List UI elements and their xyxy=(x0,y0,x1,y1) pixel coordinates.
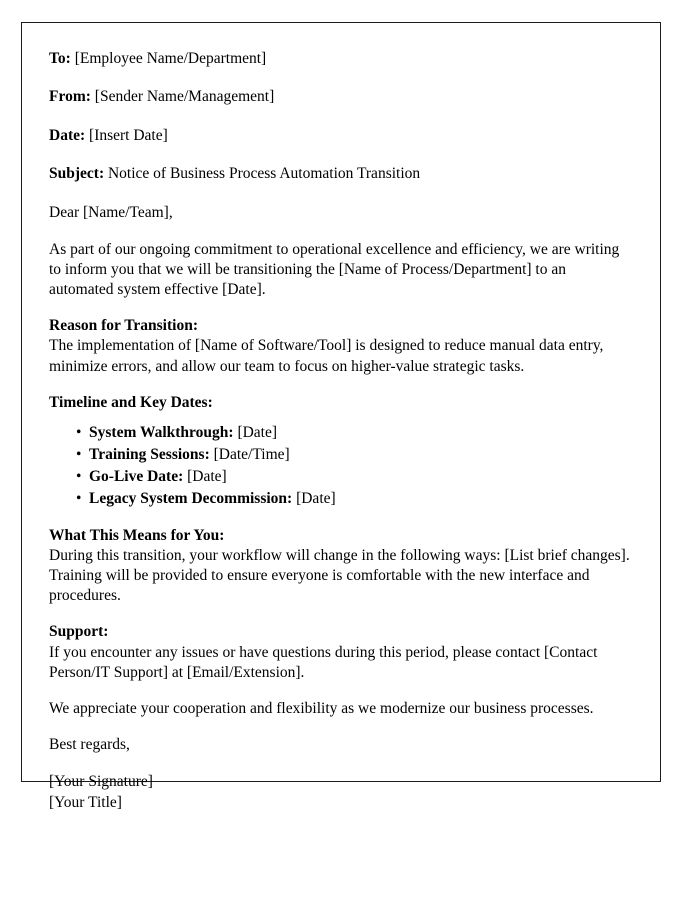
header-field-from-value: [Sender Name/Management] xyxy=(94,88,275,106)
impact-section-body: During this transition, your workflow will change in the following ways: [List brief changes]. Training will be provided to ensure everyone is comfortable with the new interface and procedures. xyxy=(49,547,630,605)
signature-name-line: [Your Signature] xyxy=(49,773,153,791)
header-field-to-value: [Employee Name/Department] xyxy=(74,50,267,67)
header-field-to xyxy=(49,49,634,68)
list-item xyxy=(49,466,634,488)
header-field-to-label: To: xyxy=(49,50,71,67)
bullet-dot-icon: • xyxy=(76,445,82,463)
header-field-subject xyxy=(49,164,634,183)
support-section-body: If you encounter any issues or have questions during this period, please contact [Contact Person/IT Support] at [Email/Extension]. xyxy=(49,643,598,681)
list-item-label: System Walkthrough: xyxy=(89,423,234,441)
timeline-section xyxy=(49,393,634,510)
document-body xyxy=(22,23,660,813)
signature-block xyxy=(49,772,634,813)
appreciation-paragraph: We appreciate your cooperation and flexibility as we modernize our business processes. xyxy=(49,699,594,717)
bullet-dot-icon: • xyxy=(76,423,82,441)
bullet-dot-icon: • xyxy=(76,467,82,485)
document-page xyxy=(21,22,661,811)
list-item-label: Training Sessions: xyxy=(89,445,210,463)
list-item-value: [Date] xyxy=(187,467,227,485)
header-field-date xyxy=(49,126,634,145)
reason-section-heading: Reason for Transition: xyxy=(49,317,198,335)
list-item-label: Go-Live Date: xyxy=(89,467,184,485)
header-field-from xyxy=(49,87,634,106)
list-item xyxy=(49,444,634,466)
list-item-label: Legacy System Decommission: xyxy=(89,489,293,507)
reason-section xyxy=(49,316,634,376)
bullet-dot-icon: • xyxy=(76,489,82,507)
timeline-section-heading: Timeline and Key Dates: xyxy=(49,393,213,411)
list-item-value: [Date] xyxy=(296,489,336,507)
support-section xyxy=(49,622,634,682)
support-section-heading: Support: xyxy=(49,623,109,641)
header-field-subject-label: Subject: xyxy=(49,165,105,183)
list-item xyxy=(49,488,634,510)
list-item-value: [Date] xyxy=(237,423,278,441)
header-field-date-label: Date: xyxy=(49,126,86,144)
list-item-value: [Date/Time] xyxy=(213,445,290,463)
intro-paragraph: As part of our ongoing commitment to operational excellence and efficiency, we are writing to inform you that we will be transitioning the [Name of Process/Department] to an automated system effective [Date]. xyxy=(49,240,620,299)
header-field-subject-value: Notice of Business Process Automation Transition xyxy=(107,165,421,183)
list-item xyxy=(49,422,634,444)
signature-title-line: [Your Title] xyxy=(49,793,122,811)
closing-line: Best regards, xyxy=(49,735,130,753)
impact-section xyxy=(49,526,634,607)
header-field-from-label: From: xyxy=(49,88,91,106)
impact-section-heading: What This Means for You: xyxy=(49,526,225,544)
timeline-bullet-list xyxy=(49,422,634,510)
header-field-date-value: [Insert Date] xyxy=(89,126,168,144)
reason-section-body: The implementation of [Name of Software/Tool] is designed to reduce manual data entry, minimize errors, and allow our team to focus on higher-value strategic tasks. xyxy=(49,337,604,375)
salutation: Dear [Name/Team], xyxy=(49,203,173,221)
